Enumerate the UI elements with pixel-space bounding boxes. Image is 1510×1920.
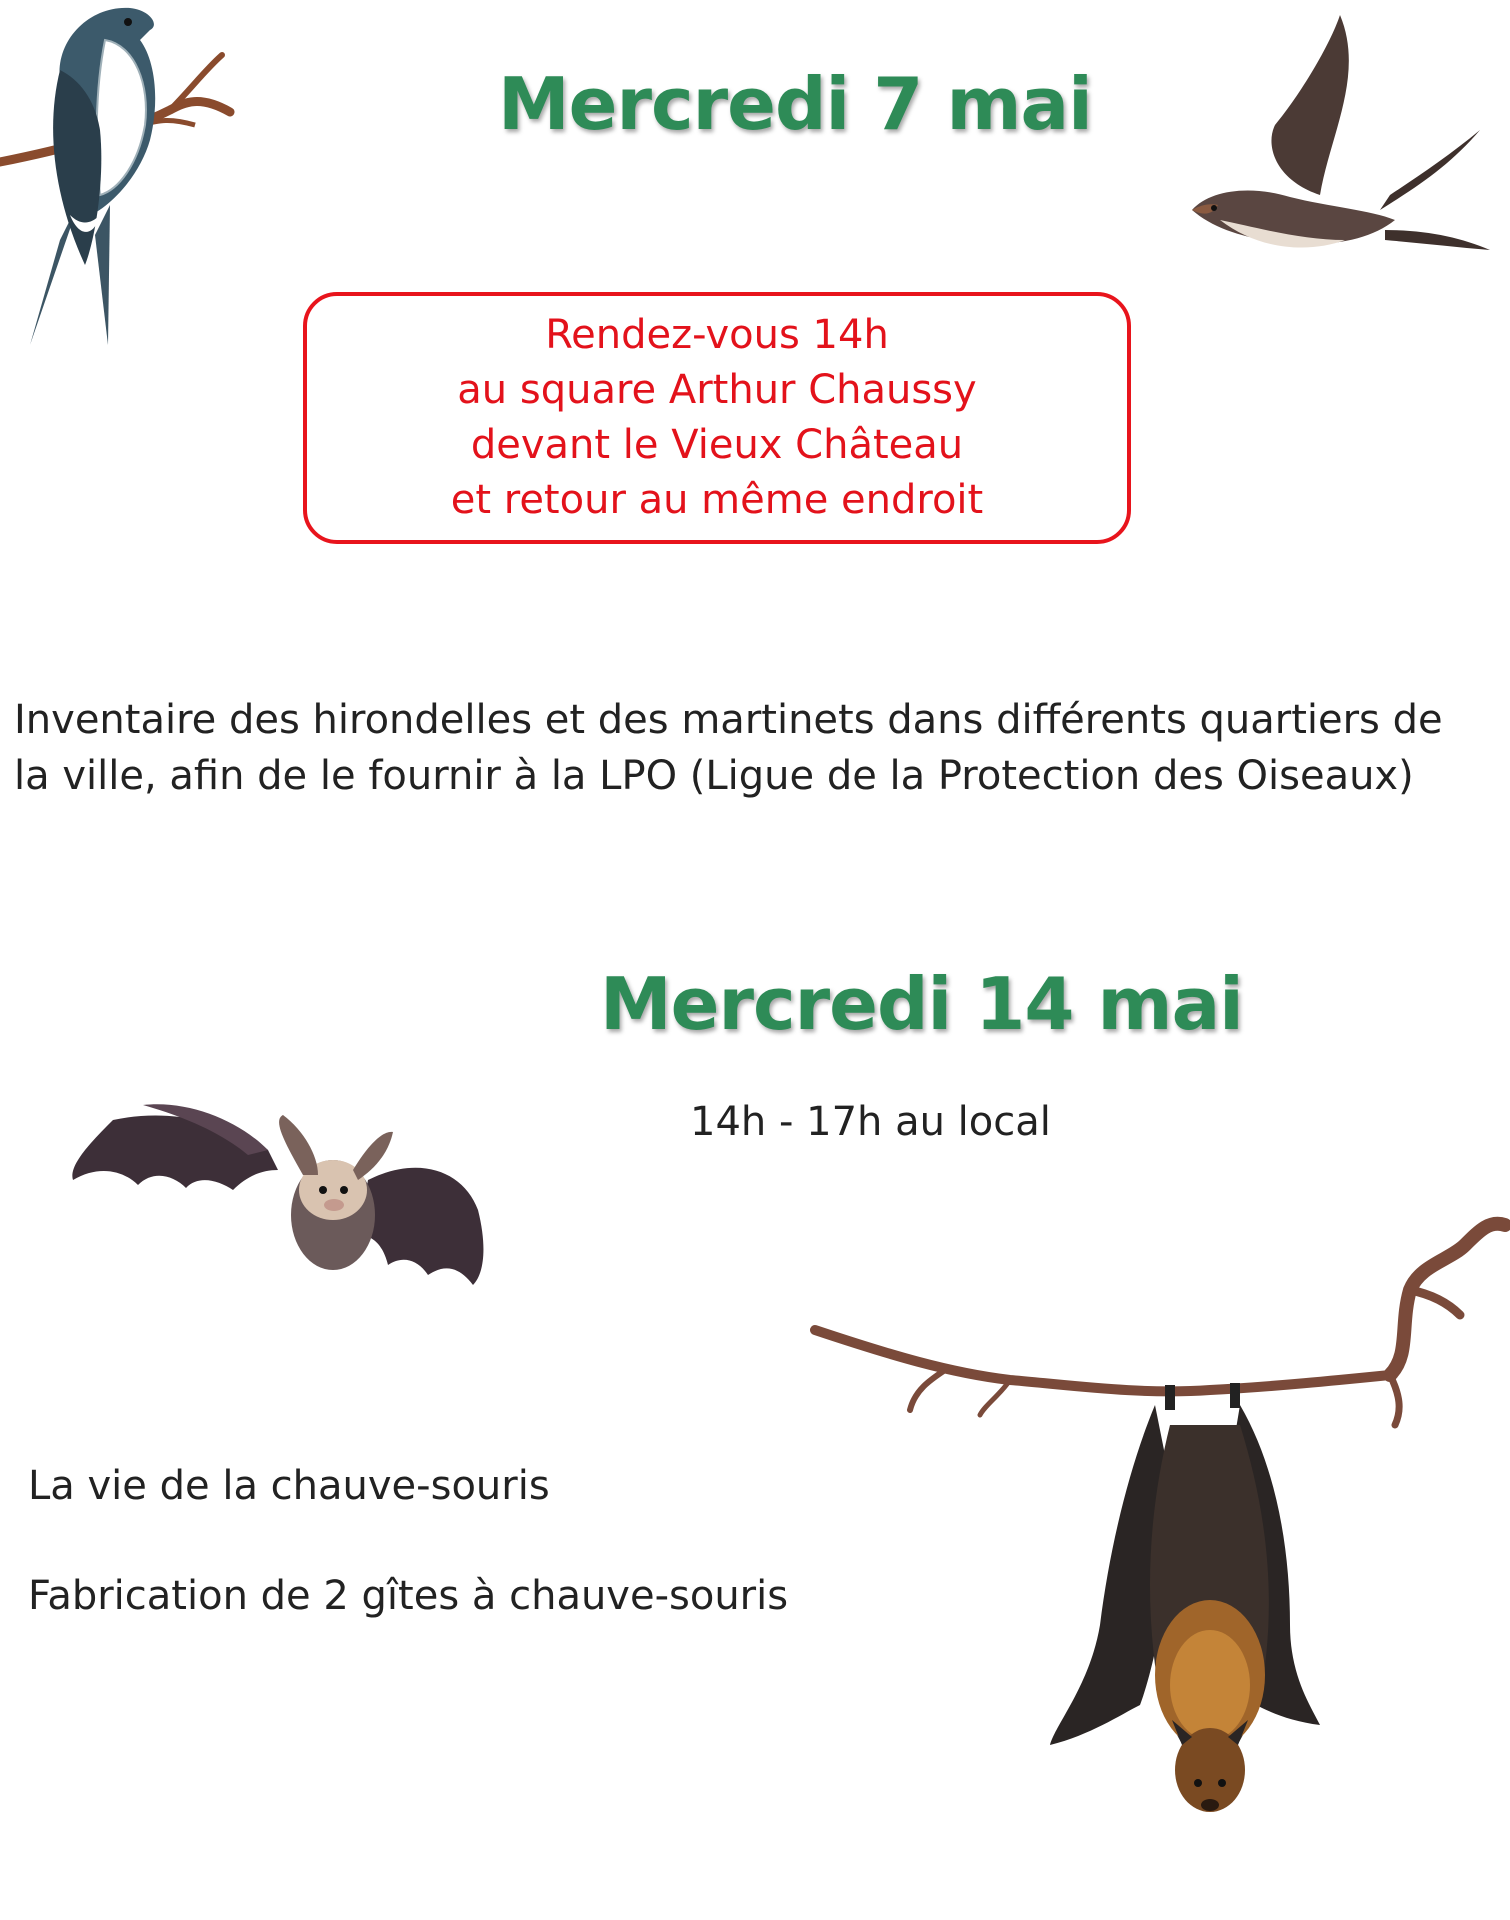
- hanging-fruit-bat-icon: [810, 1205, 1510, 1845]
- meeting-line: Rendez-vous 14h: [545, 312, 889, 358]
- description-line: Inventaire des hirondelles et des martinets dans différents quartiers de: [14, 697, 1443, 743]
- meeting-line: au square Arthur Chaussy: [457, 367, 977, 413]
- meeting-line: devant le Vieux Château: [470, 422, 964, 468]
- perched-swallow-icon: [0, 0, 240, 350]
- flying-swallow-icon: [1180, 15, 1500, 275]
- event2-time: 14h - 17h au local: [690, 1099, 1051, 1145]
- event1-description: [14, 692, 1504, 804]
- description-line: la ville, afin de le fournir à la LPO (Ligue de la Protection des Oiseaux): [14, 753, 1414, 799]
- meeting-line: et retour au même endroit: [450, 477, 984, 523]
- flying-bat-icon: [68, 1060, 498, 1290]
- event2-date-heading: Mercredi 14 mai: [600, 962, 1243, 1046]
- event1-date-heading: Mercredi 7 mai: [498, 62, 1092, 146]
- event2-activity-2: Fabrication de 2 gîtes à chauve-souris: [28, 1573, 789, 1619]
- event2-activity-1: La vie de la chauve-souris: [28, 1463, 550, 1509]
- meeting-info-box: [303, 292, 1131, 544]
